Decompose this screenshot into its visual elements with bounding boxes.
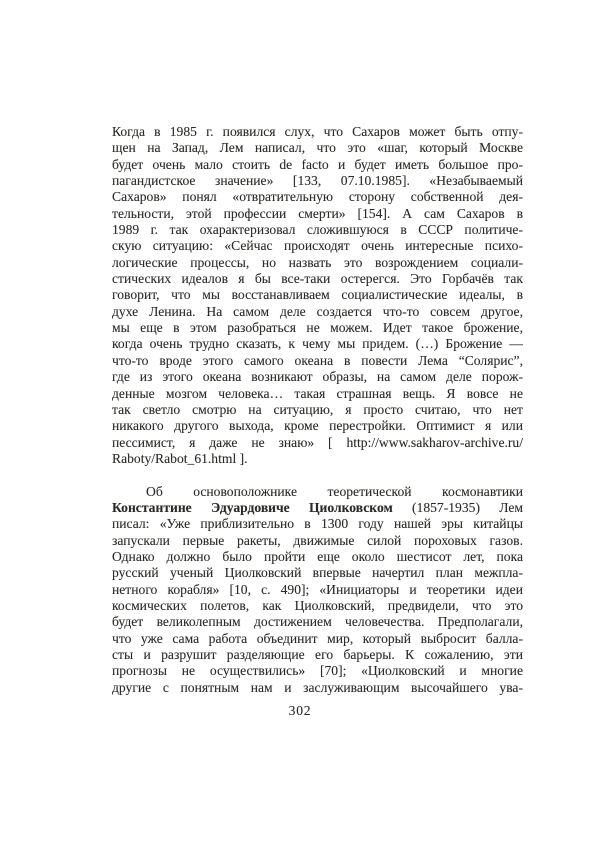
- text-line: щен на Запад, Лем написал, что это «шаг, который Москве: [112, 140, 523, 156]
- text-line: нетного корабля» [10, с. 490]; «Инициаторы и теоретики идеи: [112, 581, 523, 597]
- text-line: прогнозы не осуществились» [70]; «Циолковский и многие: [112, 663, 523, 679]
- text-line: 1989 г. так охарактеризовал сложившуюся в СССР политиче-: [112, 222, 523, 238]
- text-line: логические процессы, но назвать это возрождением социали-: [112, 254, 523, 270]
- text-line: будет очень мало стоить de facto и будет иметь большое про-: [112, 156, 523, 172]
- text-line: мы еще в этом разобраться не можем. Идет такое брожение,: [112, 320, 523, 336]
- page-number: 302: [288, 703, 312, 718]
- person-name-bold: Константине Эдуардовиче Циолковском: [112, 499, 393, 515]
- text-line: когда очень трудно сказать, к чему мы придем. (…) Брожение —: [112, 336, 523, 352]
- text-line: стических идеалов я бы все-таки остерегся. Это Горбачёв так: [112, 271, 523, 287]
- text-line: запускали первые ракеты, движимые силой пороховых газов.: [112, 532, 523, 548]
- text-line: скую ситуацию: «Сейчас происходят очень интересные психо-: [112, 238, 523, 254]
- text-line: говорит, что мы восстанавливаем социалистические идеалы, в: [112, 287, 523, 303]
- text-line-url: пессимист, я даже не знаю» [ http://www.sakharov-archive.ru/: [112, 434, 523, 450]
- page-text-block: [112, 124, 523, 696]
- paragraph-sakharov: [112, 124, 523, 467]
- text-line: Когда в 1985 г. появился слух, что Сахаров может быть отпу-: [112, 124, 523, 139]
- text-line: Об основоположнике теоретической космонавтики: [146, 483, 523, 499]
- text-line: будет великолепным достижением человечества. Предполагали,: [112, 614, 523, 630]
- paragraph-tsiolkovsky: [112, 484, 523, 696]
- text-line: пагандистское значение» [133, 07.10.1985]. «Незабываемый: [112, 173, 523, 189]
- text-line: русский ученый Циолковский впервые начертил план межпла-: [112, 565, 523, 581]
- text-line: тельности, этой профессии смерти» [154]. А сам Сахаров в: [112, 205, 523, 221]
- text-line: денные мозгом человека… такая страшная вещь. Я вовсе не: [112, 385, 523, 401]
- text-line: Сахаров» понял «отвратительную сторону собственной дея-: [112, 189, 523, 205]
- person-dates: (1857-1935) Лем: [392, 499, 523, 515]
- text-line: космических полетов, как Циолковский, предвидели, что это: [112, 597, 523, 613]
- text-line: другие с понятным нам и заслуживающим высочайшего ува-: [112, 679, 523, 695]
- text-line: духе Ленина. На самом деле создается что-то совсем другое,: [112, 303, 523, 319]
- text-line: сты и разрушит разделяющие его барьеры. К сожалению, эти: [112, 647, 523, 662]
- text-line-url: Raboty/Rabot_61.html ].: [112, 450, 248, 466]
- text-line: Однако должно было пройти еще около шестисот лет, пока: [112, 548, 523, 564]
- text-line: так светло смотрю на ситуацию, я просто считаю, что нет: [112, 401, 523, 417]
- text-line: писал: «Уже приблизительно в 1300 году нашей эры китайцы: [112, 516, 523, 532]
- text-line: никакого другого выхода, кроме перестройки. Оптимист я или: [112, 418, 523, 434]
- text-line: что-то вроде этого самого океана в повести Лема “Солярис”,: [112, 352, 523, 368]
- text-line: где из этого океана возникают образы, на самом деле порож-: [112, 369, 523, 385]
- text-line: что уже сама работа объединит мир, который выбросит балла-: [112, 630, 523, 646]
- text-line: [112, 500, 523, 516]
